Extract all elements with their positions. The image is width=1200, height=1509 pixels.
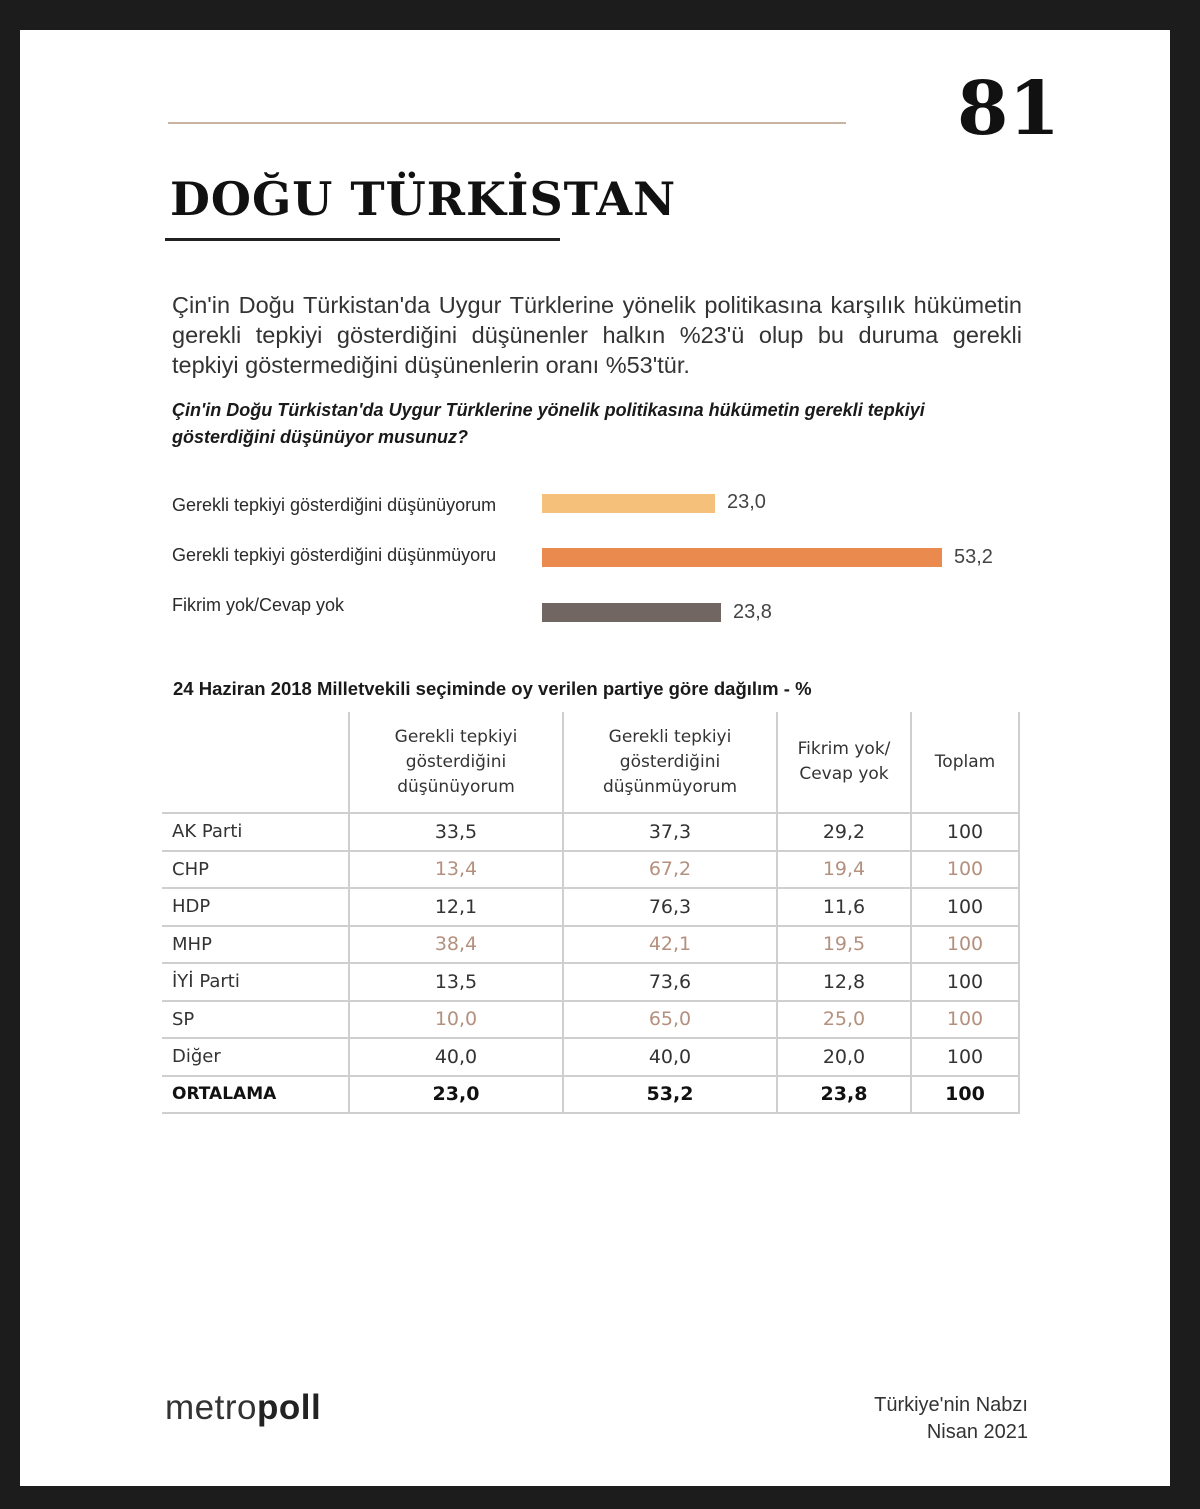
column-header: Gerekli tepkiyi gösterdiğini düşünüyorum bbox=[349, 712, 563, 813]
metropoll-logo: metropoll bbox=[165, 1388, 322, 1427]
table-cell: 100 bbox=[911, 963, 1019, 1001]
bar bbox=[542, 603, 721, 622]
row-label: MHP bbox=[162, 926, 349, 964]
table-cell: 40,0 bbox=[563, 1038, 777, 1076]
table-cell: 65,0 bbox=[563, 1001, 777, 1039]
table-header-row bbox=[162, 712, 1019, 813]
table-row-average bbox=[162, 1076, 1019, 1114]
table-corner-cell bbox=[162, 712, 349, 813]
bar-value: 23,8 bbox=[733, 601, 772, 623]
table-cell: 100 bbox=[911, 851, 1019, 889]
table-cell: 29,2 bbox=[777, 813, 911, 851]
table-cell: 67,2 bbox=[563, 851, 777, 889]
header-rule bbox=[168, 122, 846, 124]
row-label: Diğer bbox=[162, 1038, 349, 1076]
table-title: 24 Haziran 2018 Milletvekili seçiminde oy verilen partiye göre dağılım - % bbox=[173, 678, 812, 699]
row-label: ORTALAMA bbox=[162, 1076, 349, 1114]
table-cell: 100 bbox=[911, 1001, 1019, 1039]
table-cell: 11,6 bbox=[777, 888, 911, 926]
table-row bbox=[162, 888, 1019, 926]
publication-name: Türkiye'nin Nabzı bbox=[874, 1394, 1028, 1416]
results-table bbox=[162, 712, 1020, 1114]
page-number: 81 bbox=[957, 66, 1060, 152]
table-cell: 76,3 bbox=[563, 888, 777, 926]
table-cell: 23,8 bbox=[777, 1076, 911, 1114]
table-cell: 40,0 bbox=[349, 1038, 563, 1076]
report-page bbox=[20, 30, 1170, 1486]
table-cell: 13,5 bbox=[349, 963, 563, 1001]
table-cell: 100 bbox=[911, 926, 1019, 964]
table-cell: 42,1 bbox=[563, 926, 777, 964]
bar-value: 23,0 bbox=[727, 491, 766, 513]
table-cell: 19,4 bbox=[777, 851, 911, 889]
table-row bbox=[162, 851, 1019, 889]
row-label: İYİ Parti bbox=[162, 963, 349, 1001]
table-row bbox=[162, 963, 1019, 1001]
table-row bbox=[162, 926, 1019, 964]
table-cell: 37,3 bbox=[563, 813, 777, 851]
column-header: Fikrim yok/ Cevap yok bbox=[777, 712, 911, 813]
table-cell: 73,6 bbox=[563, 963, 777, 1001]
column-header: Toplam bbox=[911, 712, 1019, 813]
table-row bbox=[162, 1038, 1019, 1076]
bar-label: Fikrim yok/Cevap yok bbox=[172, 595, 345, 615]
row-label: AK Parti bbox=[162, 813, 349, 851]
intro-paragraph: Çin'in Doğu Türkistan'da Uygur Türklerine yönelik politikasına karşılık hükümetin gerekli tepkiyi gösterdiğini düşünenler halkın %23'ü olup bu duruma gerekli tepkiyi göstermediğini düşünenlerin oranı %53'tür. bbox=[172, 292, 1022, 378]
table-cell: 33,5 bbox=[349, 813, 563, 851]
table-cell: 19,5 bbox=[777, 926, 911, 964]
table-cell: 12,1 bbox=[349, 888, 563, 926]
row-label: CHP bbox=[162, 851, 349, 889]
table-cell: 25,0 bbox=[777, 1001, 911, 1039]
table-cell: 100 bbox=[911, 888, 1019, 926]
table-cell: 100 bbox=[911, 1038, 1019, 1076]
column-header: Gerekli tepkiyi gösterdiğini düşünmüyorum bbox=[563, 712, 777, 813]
bar bbox=[542, 494, 715, 513]
footer-publication bbox=[810, 1392, 1028, 1446]
table-cell: 53,2 bbox=[563, 1076, 777, 1114]
table-cell: 100 bbox=[911, 813, 1019, 851]
table-cell: 10,0 bbox=[349, 1001, 563, 1039]
title-underline bbox=[165, 238, 560, 241]
table-cell: 13,4 bbox=[349, 851, 563, 889]
row-label: SP bbox=[162, 1001, 349, 1039]
row-label: HDP bbox=[162, 888, 349, 926]
bar-label: Gerekli tepkiyi gösterdiğini düşünmüyoru bbox=[172, 545, 497, 565]
table-cell: 12,8 bbox=[777, 963, 911, 1001]
bar bbox=[542, 548, 942, 567]
table-cell: 100 bbox=[911, 1076, 1019, 1114]
table-cell: 38,4 bbox=[349, 926, 563, 964]
table-row bbox=[162, 1001, 1019, 1039]
publication-date: Nisan 2021 bbox=[926, 1421, 1028, 1443]
table-cell: 23,0 bbox=[349, 1076, 563, 1114]
survey-question: Çin'in Doğu Türkistan'da Uygur Türklerine yönelik politikasına hükümetin gerekli tepkiyi gösterdiğini düşünüyor musunuz? bbox=[172, 400, 925, 447]
section-title: DOĞU TÜRKİSTAN bbox=[170, 172, 677, 226]
table-cell: 20,0 bbox=[777, 1038, 911, 1076]
bar-value: 53,2 bbox=[954, 546, 993, 568]
bar-label: Gerekli tepkiyi gösterdiğini düşünüyorum bbox=[172, 495, 497, 515]
table-row bbox=[162, 813, 1019, 851]
